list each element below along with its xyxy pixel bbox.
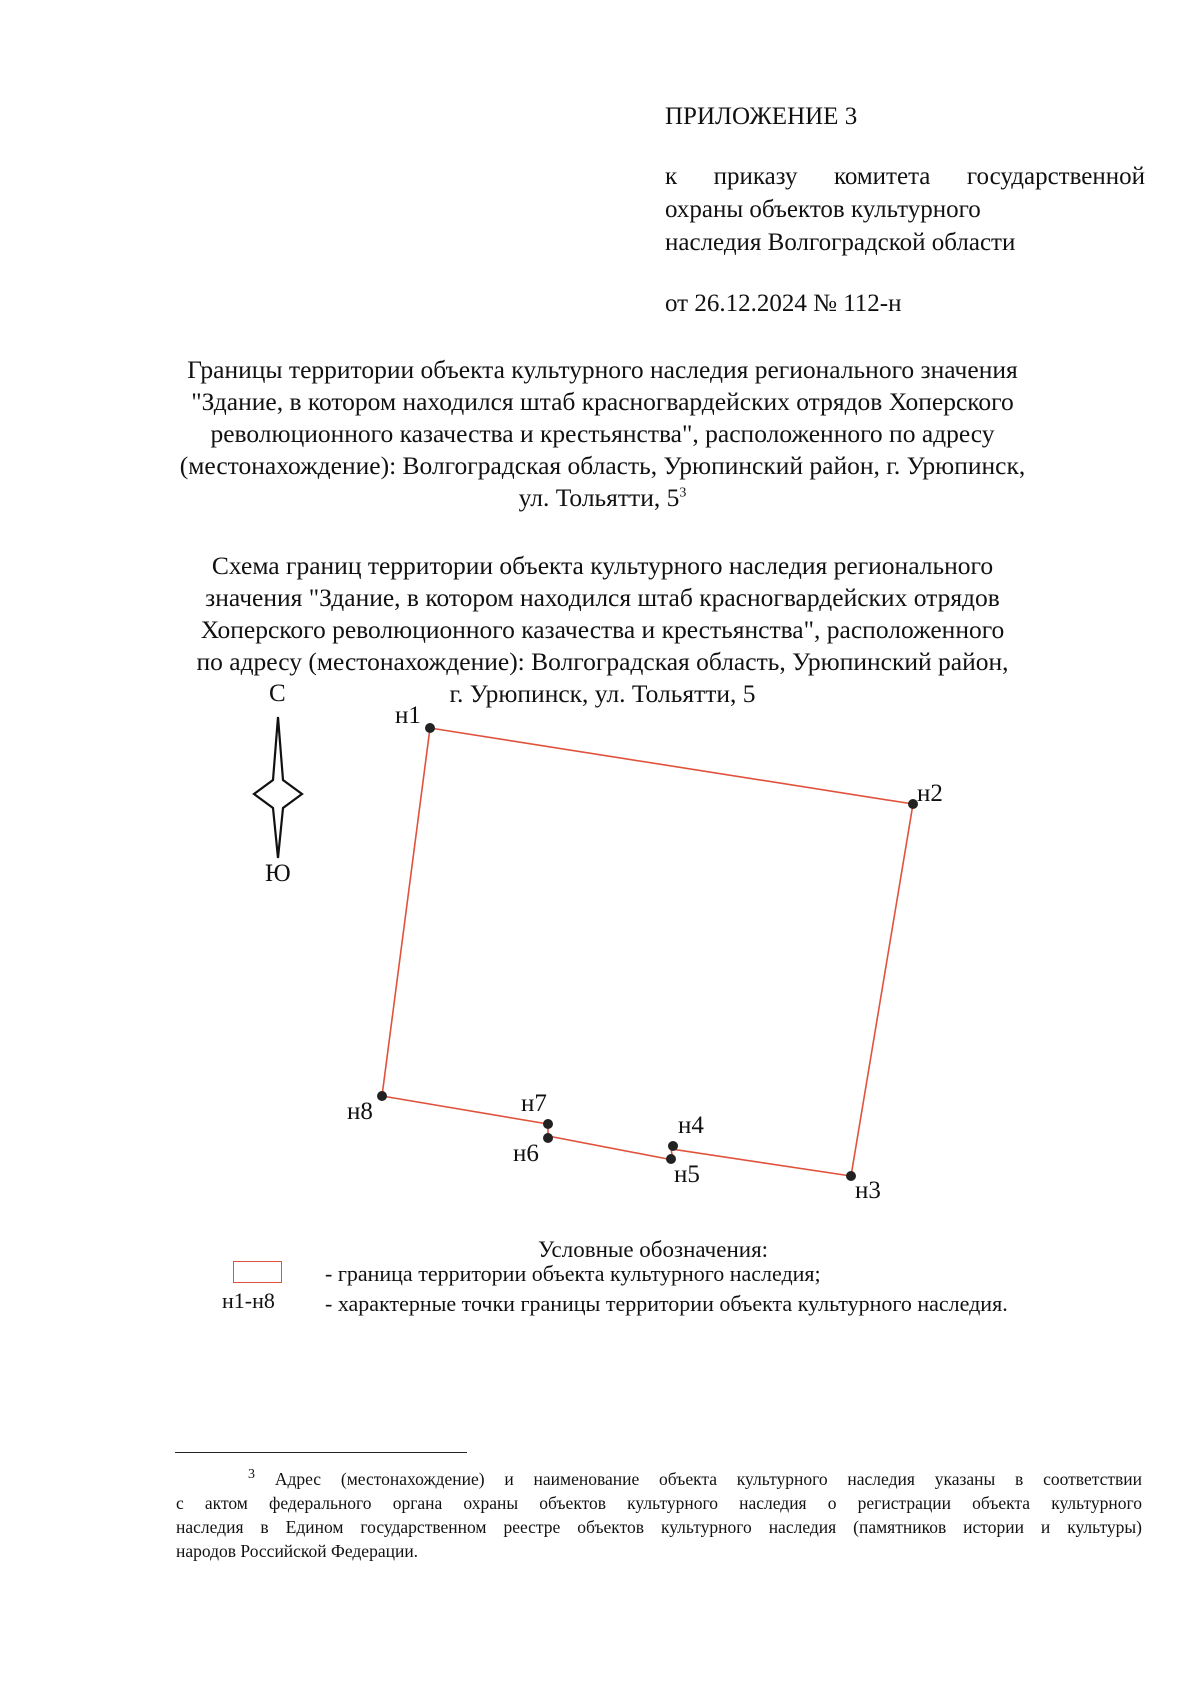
boundary-point-marker (425, 723, 435, 733)
point-label-n3: н3 (855, 1177, 881, 1204)
footnote-line: народов Российской Федерации. (176, 1541, 419, 1561)
boundary-point-marker (668, 1141, 678, 1151)
legend-points-symbol: н1-н8 (222, 1288, 275, 1313)
footnote-line: наследия в Едином государственном реестре объектов культурного наследия (памятников истории и культуры) (176, 1517, 1142, 1537)
legend-boundary-swatch (233, 1261, 282, 1283)
compass-south-label: Ю (265, 860, 291, 887)
title-line: Хоперского революционного казачества и крестьянства", расположенного (200, 615, 1005, 644)
footnote-ref: 3 (679, 485, 687, 501)
legend-title: Условные обозначения: (538, 1237, 769, 1262)
legend-points-text: - характерные точки границы территории объекта культурного наследия. (325, 1291, 1008, 1316)
order-reference-line: к приказу комитета государственной (665, 163, 1145, 190)
point-label-n8: н8 (347, 1098, 373, 1125)
address-text: ул. Тольятти, 5 (518, 483, 680, 512)
point-label-n4: н4 (678, 1112, 704, 1139)
footnote-line: с актом федерального органа охраны объектов культурного наследия о регистрации объекта культурного (176, 1493, 1142, 1513)
title-line: Границы территории объекта культурного наследия регионального значения (187, 355, 1018, 384)
footnote (176, 1467, 1142, 1563)
point-label-n6: н6 (513, 1140, 539, 1167)
order-date: от 26.12.2024 № 112-н (665, 290, 902, 317)
boundary-point-marker (543, 1119, 553, 1129)
boundary-polygon (382, 728, 913, 1176)
title-line: "Здание, в котором находился штаб красногвардейских отрядов Хоперского (191, 387, 1014, 416)
boundary-point-marker (377, 1091, 387, 1101)
title-line: по адресу (местонахождение): Волгоградская область, Урюпинский район, (196, 647, 1009, 676)
boundary-point-marker (543, 1133, 553, 1143)
point-label-n5: н5 (674, 1161, 700, 1188)
title-line: (местонахождение): Волгоградская область, Урюпинский район, г. Урюпинск, (179, 451, 1026, 480)
compass-north-label: С (269, 680, 286, 707)
legend-boundary-text: - граница территории объекта культурного наследия; (325, 1261, 821, 1286)
point-label-n1: н1 (395, 702, 421, 729)
order-reference-line: охраны объектов культурного (665, 196, 981, 223)
title-line: значения "Здание, в котором находился штаб красногвардейских отрядов (205, 583, 1000, 612)
point-label-n7: н7 (521, 1090, 547, 1117)
title-line: г. Урюпинск, ул. Тольятти, 5 (449, 679, 756, 708)
appendix-title: ПРИЛОЖЕНИЕ 3 (665, 103, 858, 130)
title-line: революционного казачества и крестьянства", расположенного по адресу (210, 419, 995, 448)
footnote-text: Адрес (местонахождение) и наименование объекта культурного наследия указаны в соответствии (274, 1469, 1143, 1489)
footnote-line (176, 1467, 1142, 1491)
title-line: Схема границ территории объекта культурного наследия регионального (211, 551, 994, 580)
footnote-separator (175, 1452, 467, 1453)
footnote-number: 3 (248, 1467, 255, 1483)
order-reference-line: наследия Волгоградской области (665, 229, 1016, 256)
point-label-n2: н2 (917, 780, 943, 807)
